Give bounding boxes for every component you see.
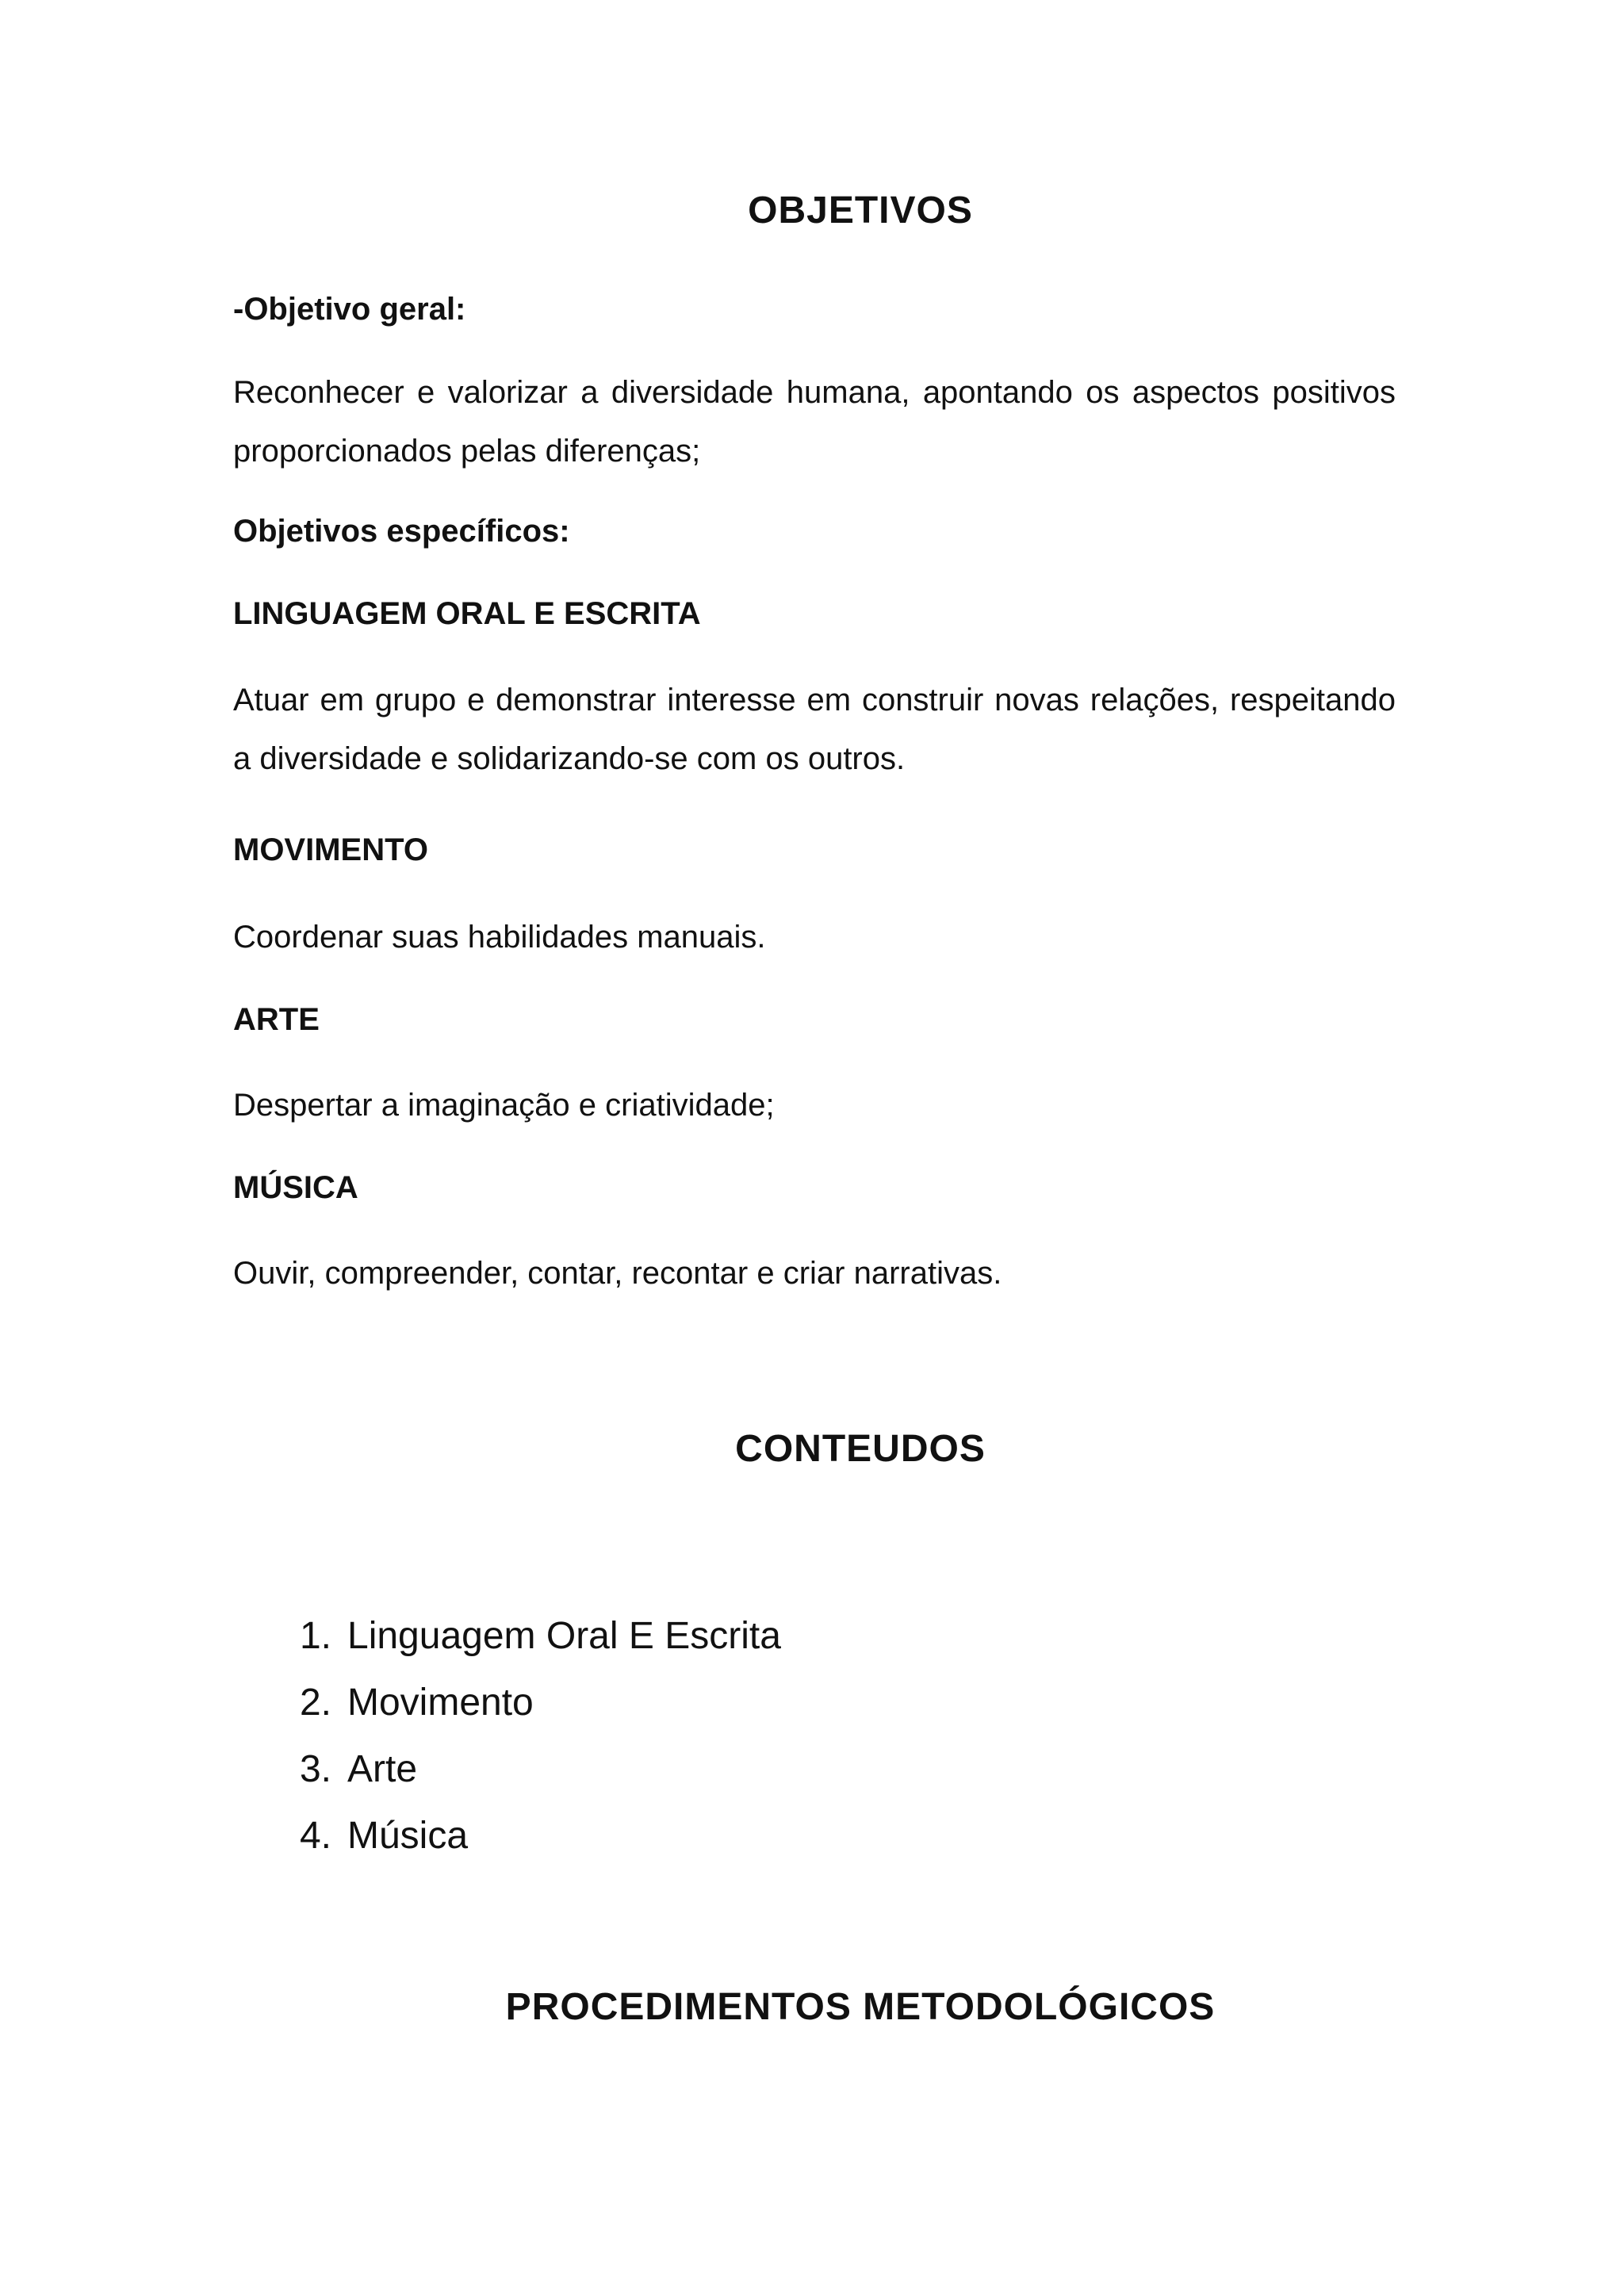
list-item bbox=[270, 1811, 781, 1877]
list-item bbox=[270, 1678, 781, 1744]
objetivos-heading: OBJETIVOS bbox=[748, 189, 973, 232]
list-item-text: Música bbox=[347, 1815, 469, 1857]
objetivo-geral-label: -Objetivo geral: bbox=[233, 292, 466, 327]
list-item-number: 3. bbox=[299, 1748, 331, 1790]
section-label-arte: ARTE bbox=[233, 1002, 320, 1037]
list-item bbox=[270, 1744, 781, 1811]
list-item bbox=[270, 1611, 781, 1678]
conteudos-heading: CONTEUDOS bbox=[735, 1428, 986, 1470]
section-text-movimento: Coordenar suas habilidades manuais. bbox=[233, 920, 766, 955]
section-label-musica: MÚSICA bbox=[233, 1170, 358, 1205]
conteudos-list bbox=[270, 1611, 781, 1877]
objetivos-especificos-label: Objetivos específicos: bbox=[233, 514, 570, 549]
list-item-text: Arte bbox=[347, 1748, 418, 1790]
procedimentos-heading: PROCEDIMENTOS METODOLÓGICOS bbox=[505, 1986, 1216, 2028]
section-text-linguagem: Atuar em grupo e demonstrar interesse em construir novas relações, respeitando a diversidade e solidarizando-se com os outros. bbox=[233, 683, 1396, 776]
list-item-text: Linguagem Oral E Escrita bbox=[347, 1615, 781, 1657]
list-item-number: 2. bbox=[299, 1682, 331, 1724]
section-text-musica: Ouvir, compreender, contar, recontar e criar narrativas. bbox=[233, 1256, 1002, 1291]
section-label-linguagem: LINGUAGEM ORAL E ESCRITA bbox=[233, 596, 701, 631]
section-text-arte: Despertar a imaginação e criatividade; bbox=[233, 1088, 775, 1123]
list-item-number: 1. bbox=[299, 1615, 331, 1657]
list-item-number: 4. bbox=[299, 1815, 331, 1857]
list-item-text: Movimento bbox=[347, 1682, 534, 1724]
objetivo-geral-text: Reconhecer e valorizar a diversidade humana, apontando os aspectos positivos proporcionados pelas diferenças; bbox=[233, 375, 1396, 469]
section-label-movimento: MOVIMENTO bbox=[233, 832, 428, 867]
